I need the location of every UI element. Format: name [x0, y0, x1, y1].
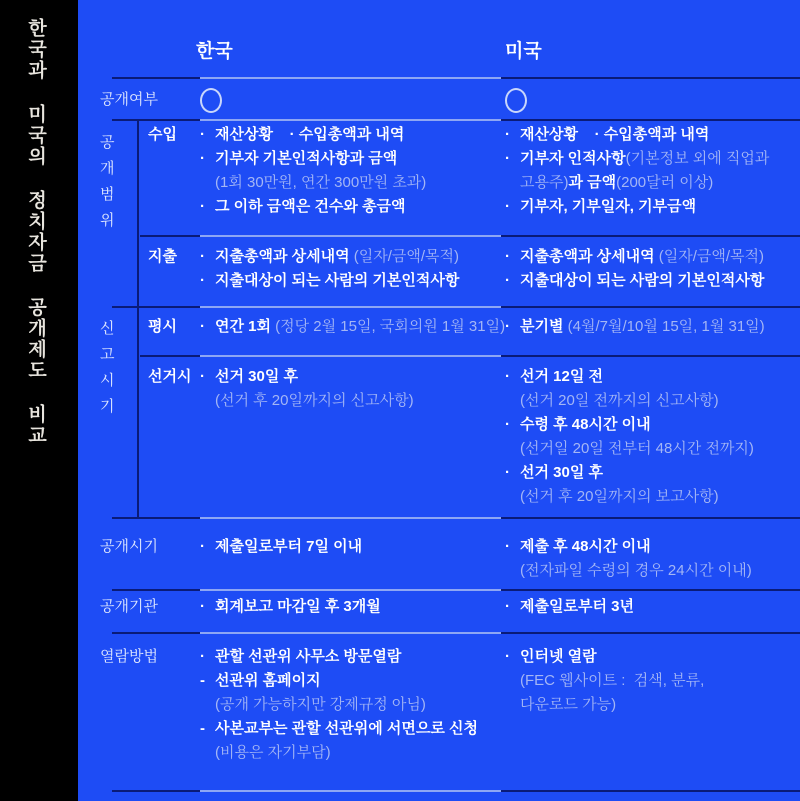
cell-election-usa [505, 365, 797, 509]
bullet-icon: · [505, 416, 510, 433]
cell-expense-korea [200, 245, 500, 293]
bullet-icon [505, 485, 520, 509]
cell-agency-usa [505, 595, 797, 619]
row-label-agency: 공개기관 [100, 598, 158, 615]
list-item: · 분기별 (4월/7월/10월 15일, 1월 31일) [505, 315, 797, 339]
list-item: · 제출 후 48시간 이내 [505, 535, 797, 559]
list-item: · 관할 선관위 사무소 방문열람 [200, 645, 500, 669]
bullet-icon [200, 741, 215, 765]
cell-access-korea [200, 645, 500, 765]
list-item: (FEC 웹사이트 : 검색, 분류, [505, 669, 797, 693]
circle-mark-icon [505, 88, 527, 113]
row-divider [112, 589, 800, 591]
bullet-icon: · [200, 318, 205, 335]
list-item: · 재산상황 · 수입총액과 내역 [200, 123, 500, 147]
bullet-icon [505, 389, 520, 413]
cell-regular-korea [200, 315, 506, 339]
cell-election-korea [200, 365, 500, 413]
column-header-korea: 한국 [196, 41, 233, 62]
bullet-icon: · [200, 126, 205, 143]
list-item: - 선관위 홈페이지 [200, 669, 500, 693]
subrow-divider [140, 355, 800, 357]
list-item: · 선거 30일 후 [505, 461, 797, 485]
bullet-icon [505, 669, 520, 693]
list-item: · 제출일로부터 7일 이내 [200, 535, 500, 559]
row-label-report: 신고시기 [100, 320, 115, 415]
list-item: · 지출대상이 되는 사람의 기본인적사항 [505, 269, 797, 293]
list-item: · 지출총액과 상세내역 (일자/금액/목적) [505, 245, 797, 269]
subrow-label-expense: 지출 [148, 248, 177, 265]
list-item: · 그 이하 금액은 건수와 총금액 [200, 195, 500, 219]
bullet-icon: · [505, 648, 510, 665]
bullet-icon: · [200, 198, 205, 215]
bullet-icon [200, 389, 215, 413]
row-label-disclosure: 공개여부 [100, 91, 158, 108]
bullet-icon: · [505, 272, 510, 289]
list-item: · 제출일로부터 3년 [505, 595, 797, 619]
list-item: · 기부자 기본인적사항과 금액 [200, 147, 500, 171]
cell-agency-korea [200, 595, 500, 619]
list-item: · 연간 1회 (정당 2월 15일, 국회의원 1월 31일) [200, 315, 500, 339]
bullet-icon [505, 559, 520, 583]
subrow-label-income: 수입 [148, 126, 177, 143]
bullet-icon [505, 693, 520, 717]
dash-icon: - [200, 672, 205, 689]
bullet-icon: · [200, 150, 205, 167]
list-item: · 수령 후 48시간 이내 [505, 413, 797, 437]
list-item: (선거 20일 전까지의 신고사항) [505, 389, 797, 413]
bullet-icon: · [505, 598, 510, 615]
cell-income-korea [200, 123, 500, 219]
cell-timing-korea [200, 535, 500, 559]
bullet-icon: · [505, 318, 510, 335]
cell-regular-usa [505, 315, 797, 339]
bullet-icon: · [505, 150, 510, 167]
circle-mark-icon [200, 88, 222, 113]
list-item: · 기부자, 기부일자, 기부금액 [505, 195, 797, 219]
subrow-label-election: 선거시 [148, 368, 192, 385]
list-item: (선거 후 20일까지의 보고사항) [505, 485, 797, 509]
row-label-scope: 공개범위 [100, 134, 115, 229]
list-item: · 선거 12일 전 [505, 365, 797, 389]
bullet-icon: · [200, 248, 205, 265]
bullet-icon: · [200, 538, 205, 555]
list-item: (1회 30만원, 연간 300만원 초과) [200, 171, 500, 195]
row-divider [112, 306, 800, 308]
bullet-icon: · [505, 198, 510, 215]
bullet-icon: · [505, 368, 510, 385]
list-item: (선거일 20일 전부터 48시간 전까지) [505, 437, 797, 461]
bullet-icon: · [200, 272, 205, 289]
bullet-icon [505, 171, 520, 195]
cell-timing-usa [505, 535, 797, 583]
bullet-icon: · [200, 648, 205, 665]
list-item: (공개 가능하지만 강제규정 아님) [200, 693, 500, 717]
list-item: · 기부자 인적사항 (기본정보 외에 직업과 [505, 147, 797, 171]
row-divider [112, 77, 800, 79]
column-divider [137, 308, 139, 517]
bullet-icon: · [200, 368, 205, 385]
subrow-label-regular: 평시 [148, 318, 177, 335]
bullet-icon: · [505, 248, 510, 265]
bullet-icon [505, 437, 520, 461]
cell-access-usa [505, 645, 797, 717]
row-divider [112, 119, 800, 121]
list-item: · 회계보고 마감일 후 3개월 [200, 595, 500, 619]
list-item: · 인터넷 열람 [505, 645, 797, 669]
list-item: (비용은 자기부담) [200, 741, 500, 765]
dash-icon: - [200, 720, 205, 737]
list-item: · 지출대상이 되는 사람의 기본인적사항 [200, 269, 500, 293]
list-item: 다운로드 가능) [505, 693, 797, 717]
row-label-timing: 공개시기 [100, 538, 158, 555]
bullet-icon: · [200, 598, 205, 615]
row-divider [112, 517, 800, 519]
list-item: (선거 후 20일까지의 신고사항) [200, 389, 500, 413]
bullet-icon [200, 693, 215, 717]
row-label-access: 열람방법 [100, 648, 158, 665]
page-title: 한국과 미국의 정치자금 공개제도 비교 [25, 18, 46, 446]
sidebar [0, 0, 78, 801]
list-item: (전자파일 수령의 경우 24시간 이내) [505, 559, 797, 583]
column-header-usa: 미국 [505, 41, 542, 62]
row-divider [112, 790, 800, 792]
cell-income-usa [505, 123, 797, 219]
list-item: · 선거 30일 후 [200, 365, 500, 389]
list-item: - 사본교부는 관할 선관위에 서면으로 신청 [200, 717, 500, 741]
cell-expense-usa [505, 245, 797, 293]
bullet-icon [200, 171, 215, 195]
row-divider [112, 632, 800, 634]
list-item: · 재산상황 · 수입총액과 내역 [505, 123, 797, 147]
list-item: 고용주) 과 금액 (200달러 이상) [505, 171, 797, 195]
subrow-divider [140, 235, 800, 237]
bullet-icon: · [505, 538, 510, 555]
bullet-icon: · [505, 464, 510, 481]
bullet-icon: · [505, 126, 510, 143]
list-item: · 지출총액과 상세내역 (일자/금액/목적) [200, 245, 500, 269]
column-divider [137, 121, 139, 306]
